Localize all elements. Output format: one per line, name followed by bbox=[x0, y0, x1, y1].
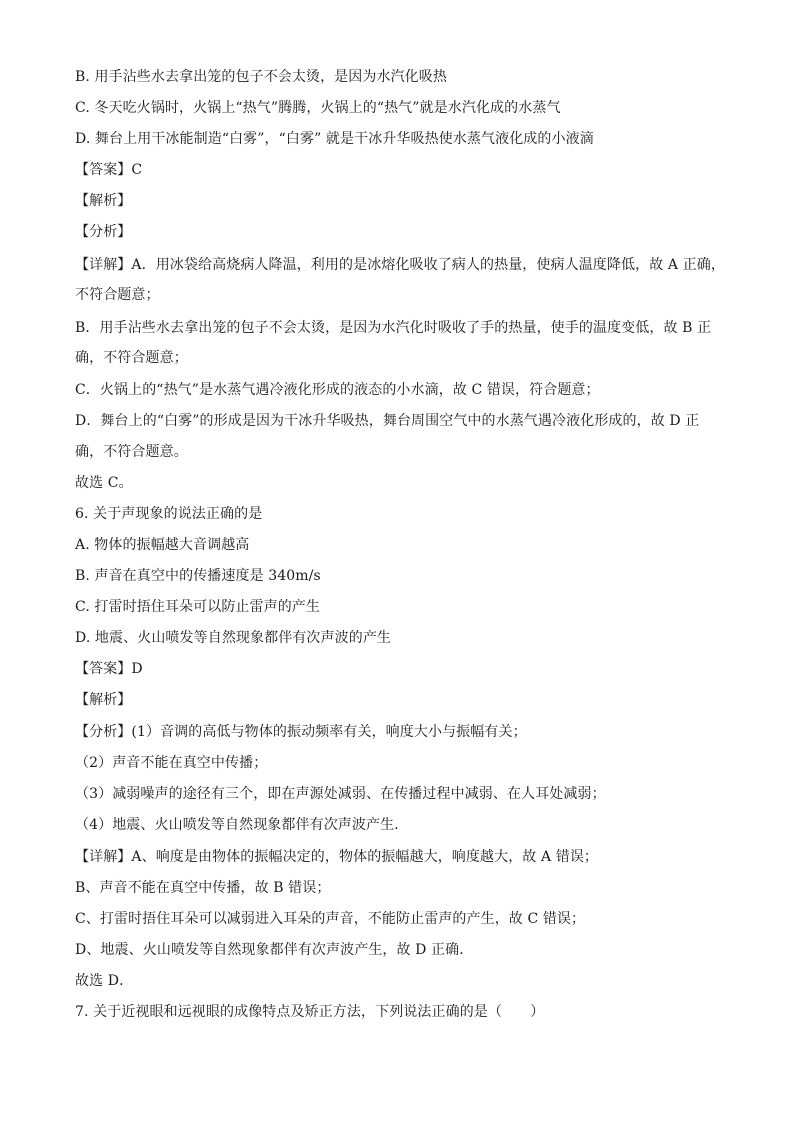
option-b-line: B. 用手沾些水去拿出笼的包子不会太烫，是因为水汽化吸热 bbox=[75, 69, 447, 85]
detail-paragraph-line: D、地震、火山喷发等自然现象都伴有次声波产生，故 D 正确． bbox=[75, 942, 474, 958]
detail-paragraph-line: 不符合题意； bbox=[75, 287, 160, 303]
answer-label: 【答案】C bbox=[75, 162, 143, 178]
fenxi-paragraph-line: （4）地震、火山喷发等自然现象都伴有次声波产生． bbox=[75, 817, 409, 833]
question-6-option-c: C. 打雷时捂住耳朵可以防止雷声的产生 bbox=[75, 599, 321, 615]
question-6-option-d: D. 地震、火山喷发等自然现象都伴有次声波的产生 bbox=[75, 630, 392, 646]
answer-label: 【答案】D bbox=[75, 661, 143, 677]
detail-paragraph-line: 确，不符合题意； bbox=[75, 350, 188, 366]
detail-paragraph-line: 【详解】A．用冰袋给高烧病人降温，利用的是冰熔化吸收了病人的热量，使病人温度降低，故 A 正确， bbox=[75, 257, 725, 273]
fenxi-paragraph-line: （2）声音不能在真空中传播； bbox=[75, 755, 268, 771]
question-6-option-b: B. 声音在真空中的传播速度是 340m/s bbox=[75, 568, 321, 584]
detail-paragraph-line: 【详解】A、响度是由物体的振幅决定的，物体的振幅越大，响度越大，故 A 错误； bbox=[75, 849, 599, 865]
fenxi-paragraph-line: 【分析】(1）音调的高低与物体的振动频率有关，响度大小与振幅有关； bbox=[75, 724, 527, 740]
detail-paragraph-line: D．舞台上的“白雾”的形成是因为干冰升华吸热，舞台周围空气中的水蒸气遇冷液化形成的，故 D 正 bbox=[75, 413, 700, 429]
choice-conclusion: 故选 C。 bbox=[75, 475, 133, 491]
fenxi-paragraph-line: （3）减弱噪声的途径有三个，即在声源处减弱、在传播过程中减弱、在人耳处减弱； bbox=[75, 786, 606, 802]
question-6-stem: 6. 关于声现象的说法正确的是 bbox=[75, 506, 263, 522]
detail-paragraph-line: C．火锅上的“热气”是水蒸气遇冷液化形成的液态的小水滴，故 C 错误，符合题意； bbox=[75, 382, 600, 398]
detail-paragraph-line: B．用手沾些水去拿出笼的包子不会太烫，是因为水汽化时吸收了手的热量，使手的温度变低，故 B 正 bbox=[75, 320, 712, 336]
choice-conclusion: 故选 D． bbox=[75, 973, 134, 989]
fenxi-label: 【分析】 bbox=[75, 224, 132, 240]
analysis-label: 【解析】 bbox=[75, 692, 132, 708]
detail-paragraph-line: 确，不符合题意。 bbox=[75, 444, 188, 460]
analysis-label: 【解析】 bbox=[75, 193, 132, 209]
option-d-line: D. 舞台上用干冰能制造“白雾”，“白雾” 就是干冰升华吸热使水蒸气液化成的小液滴 bbox=[75, 131, 594, 147]
question-6-option-a: A. 物体的振幅越大音调越高 bbox=[75, 537, 250, 553]
question-7-stem: 7. 关于近视眼和远视眼的成像特点及矫正方法，下列说法正确的是（ ） bbox=[75, 1004, 545, 1020]
detail-paragraph-line: C、打雷时捂住耳朵可以减弱进入耳朵的声音，不能防止雷声的产生，故 C 错误； bbox=[75, 911, 586, 927]
detail-paragraph-line: B、声音不能在真空中传播，故 B 错误； bbox=[75, 880, 331, 896]
option-c-line: C. 冬天吃火锅时，火锅上“热气”腾腾，火锅上的“热气”就是水汽化成的水蒸气 bbox=[75, 100, 561, 116]
